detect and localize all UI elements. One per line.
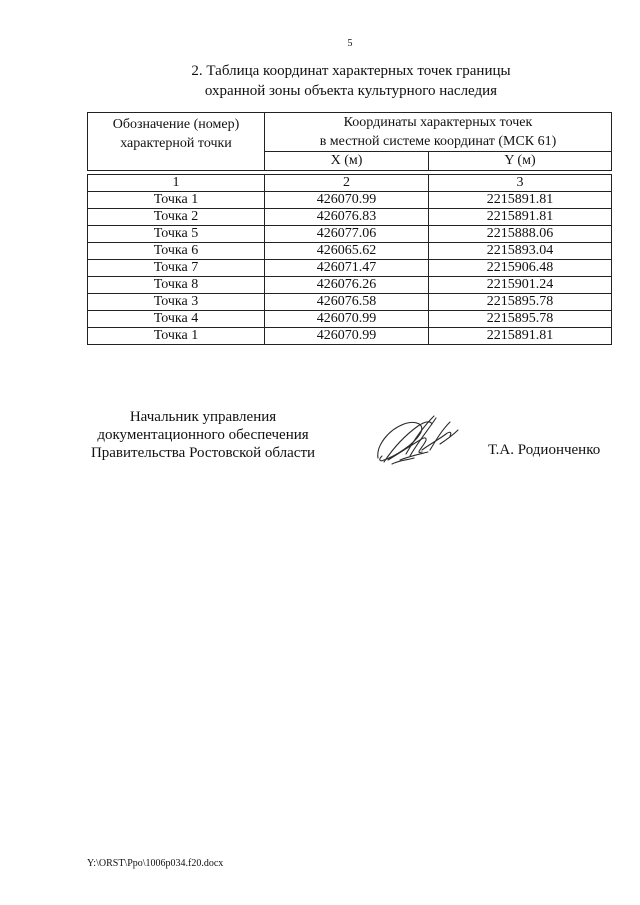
point-name-cell: Точка 3 (88, 294, 265, 311)
table-header-row (88, 113, 612, 152)
y-coordinate-cell: 2215891.81 (428, 328, 611, 345)
point-name-cell: Точка 1 (88, 192, 265, 209)
point-name-cell: Точка 8 (88, 277, 265, 294)
x-coordinate-cell: 426070.99 (265, 192, 429, 209)
table-row (88, 226, 612, 243)
table-row (88, 277, 612, 294)
column-number: 2 (265, 175, 429, 192)
handwritten-signature (370, 410, 470, 472)
y-coordinate-cell: 2215893.04 (428, 243, 611, 260)
coordinates-header-line-1: Координаты характерных точек (343, 115, 533, 130)
y-coordinate-cell: 2215901.24 (428, 277, 611, 294)
position-line-1: Начальник управления (129, 409, 277, 425)
table-row (88, 328, 612, 345)
x-coordinate-cell: 426070.99 (265, 328, 429, 345)
point-label-header-line-2: характерной точки (120, 136, 232, 151)
x-coordinate-cell: 426070.99 (265, 311, 429, 328)
x-coordinate-cell: 426065.62 (265, 243, 429, 260)
point-name-cell: Точка 2 (88, 209, 265, 226)
y-coordinate-cell: 2215888.06 (428, 226, 611, 243)
file-path-footer: Y:\ORST\Ppo\1006p034.f20.docx (87, 858, 224, 869)
signer-name: Т.А. Родионченко (488, 442, 601, 458)
table-row (88, 243, 612, 260)
coordinates-header-line-2: в местной системе координат (МСК 61) (319, 134, 557, 149)
table-row (88, 192, 612, 209)
x-column-header: X (м) (265, 152, 429, 171)
column-number: 3 (428, 175, 611, 192)
point-name-cell: Точка 5 (88, 226, 265, 243)
y-coordinate-cell: 2215895.78 (428, 294, 611, 311)
x-coordinate-cell: 426077.06 (265, 226, 429, 243)
point-name-cell: Точка 6 (88, 243, 265, 260)
x-coordinate-cell: 426076.58 (265, 294, 429, 311)
position-line-2: документационного обеспечения (97, 427, 309, 443)
table-row (88, 209, 612, 226)
x-coordinate-cell: 426076.26 (265, 277, 429, 294)
table-row (88, 311, 612, 328)
point-label-header (88, 113, 265, 171)
column-number-row (88, 175, 612, 192)
x-coordinate-cell: 426076.83 (265, 209, 429, 226)
point-label-header-line-1: Обозначение (номер) (112, 117, 240, 132)
page-number: 5 (347, 38, 353, 49)
y-coordinate-cell: 2215891.81 (428, 209, 611, 226)
x-coordinate-cell: 426071.47 (265, 260, 429, 277)
y-coordinate-cell: 2215895.78 (428, 311, 611, 328)
position-line-3: Правительства Ростовской области (90, 445, 316, 461)
y-column-header: Y (м) (428, 152, 611, 171)
point-name-cell: Точка 7 (88, 260, 265, 277)
coordinates-table (87, 112, 612, 345)
title-line-1: 2. Таблица координат характерных точек границы (191, 63, 511, 79)
column-number: 1 (88, 175, 265, 192)
y-coordinate-cell: 2215891.81 (428, 192, 611, 209)
point-name-cell: Точка 1 (88, 328, 265, 345)
signatory-position (83, 408, 323, 462)
table-row (88, 260, 612, 277)
title-line-2: охранной зоны объекта культурного наследия (204, 83, 498, 99)
point-name-cell: Точка 4 (88, 311, 265, 328)
table-row (88, 294, 612, 311)
document-title (0, 61, 640, 101)
coordinates-group-header (265, 113, 612, 152)
y-coordinate-cell: 2215906.48 (428, 260, 611, 277)
